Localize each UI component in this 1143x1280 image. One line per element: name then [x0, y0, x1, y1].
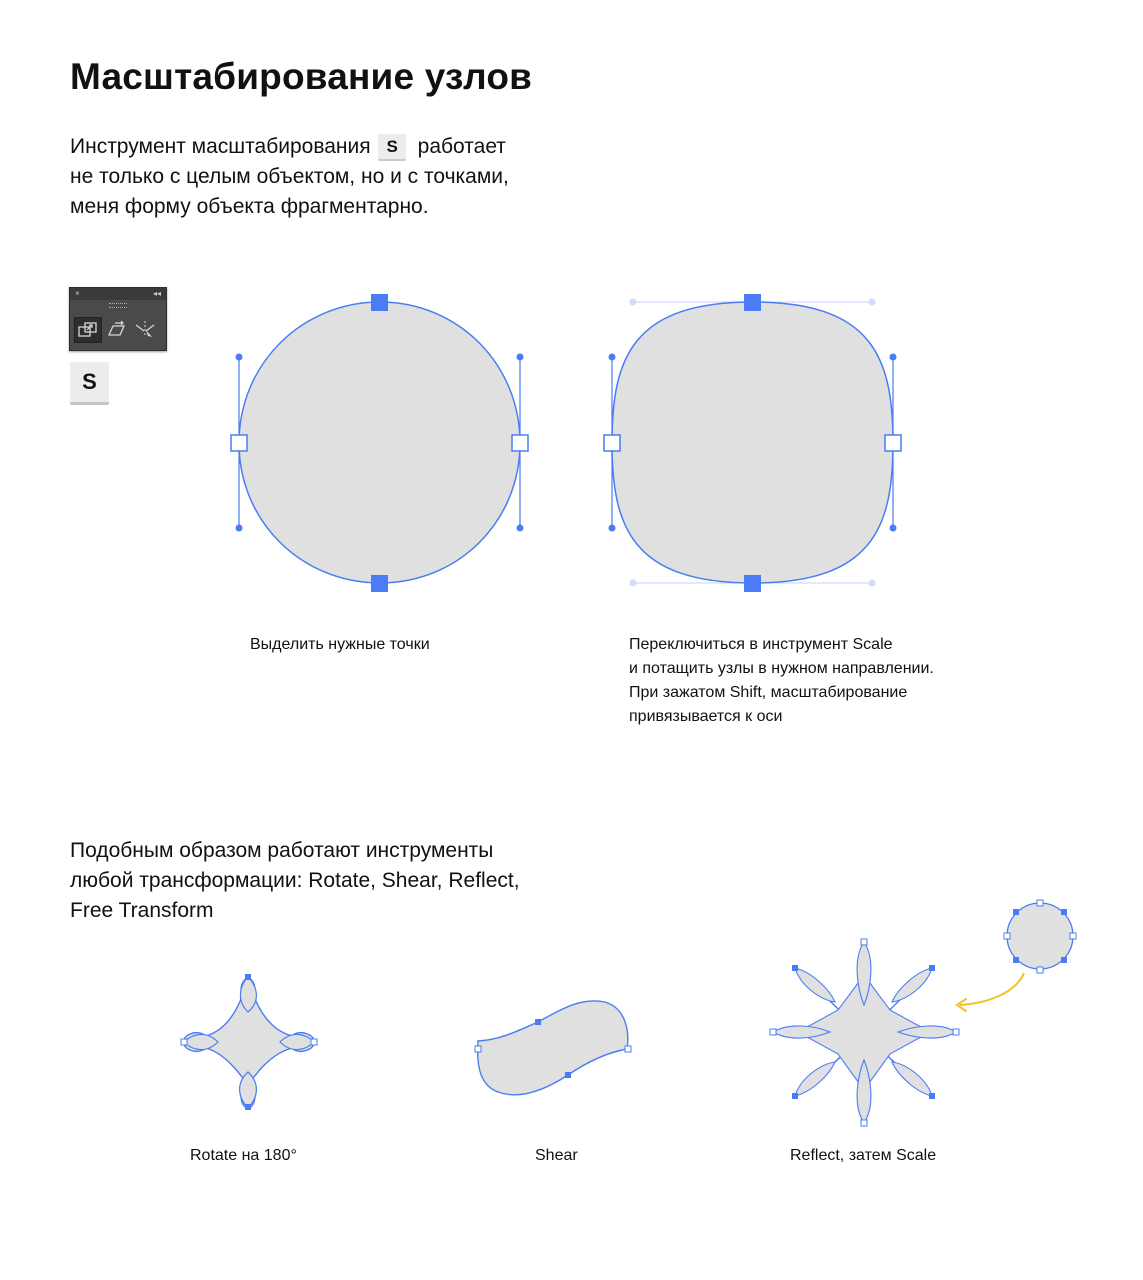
caption-line: и потащить узлы в нужном направлении.: [629, 660, 934, 677]
intro-text: работает: [417, 135, 506, 158]
rotate-example-figure: [181, 974, 317, 1110]
intro-text: не только с целым объектом, но и с точками,: [70, 165, 509, 188]
shear-example-figure: [475, 1001, 631, 1095]
page-title: Масштабирование узлов: [70, 56, 533, 97]
source-circle-figure: [1004, 900, 1076, 973]
scale-shortcut-key: S: [70, 362, 109, 405]
caption-reflect-scale: Reflect, затем Scale: [790, 1147, 937, 1164]
caption-line: Переключиться в инструмент Scale: [629, 636, 893, 653]
scaled-squircle-figure: [604, 294, 901, 592]
reflect-scale-example-figure: [770, 939, 959, 1126]
caption-line: привязывается к оси: [629, 708, 783, 725]
intro-text: меня форму объекта фрагментарно.: [70, 195, 429, 218]
paragraph-line: любой трансформации: Rotate, Shear, Reflect,: [70, 869, 520, 892]
transform-arrow-icon: [957, 973, 1024, 1011]
paragraph-line: Подобным образом работают инструменты: [70, 839, 494, 862]
caption-scale-instructions: [629, 633, 1009, 729]
intro-text: Инструмент масштабирования: [70, 135, 371, 158]
transform-tools-paragraph: [70, 836, 590, 926]
caption-select-points: Выделить нужные точки: [250, 636, 430, 653]
close-icon[interactable]: ×: [75, 289, 80, 298]
scale-shortcut-key-inline: S: [378, 134, 405, 161]
circle-selected-points-figure: [231, 294, 528, 592]
caption-shear: Shear: [535, 1147, 578, 1164]
paragraph-line: Free Transform: [70, 899, 214, 922]
caption-rotate: Rotate на 180°: [190, 1147, 297, 1164]
caption-line: При зажатом Shift, масштабирование: [629, 684, 908, 701]
collapse-icon[interactable]: ◂◂: [152, 289, 161, 298]
